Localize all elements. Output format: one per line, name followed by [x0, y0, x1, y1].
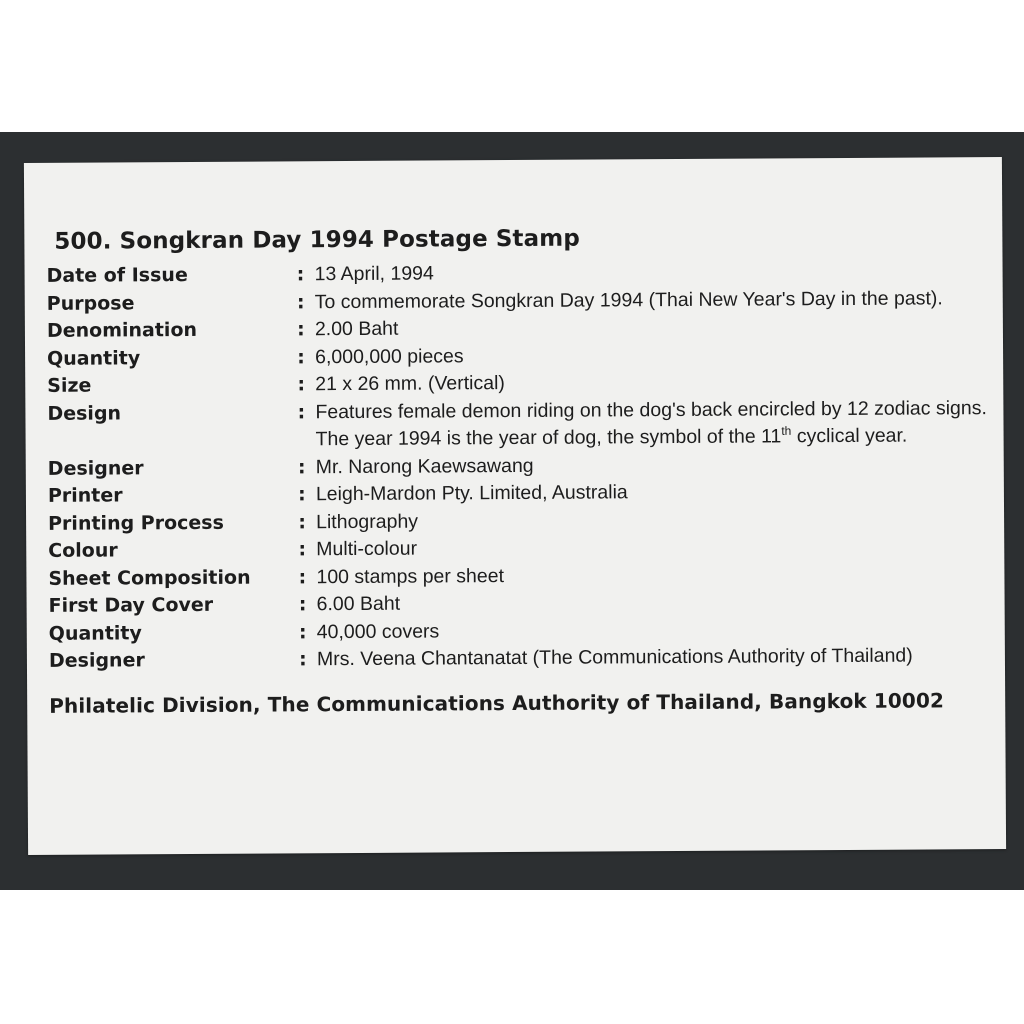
- row-colon: :: [297, 400, 306, 423]
- row-value: 6,000,000 pieces: [315, 344, 464, 368]
- row-value: 6.00 Baht: [316, 592, 401, 616]
- row-label: Purpose: [46, 291, 135, 315]
- ordinal-suffix: th: [781, 423, 792, 438]
- row-label: First Day Cover: [48, 593, 214, 617]
- row-value: Mr. Narong Kaewsawang: [315, 454, 534, 478]
- card-footer: Philatelic Division, The Communications Authority of Thailand, Bangkok 10002: [49, 687, 945, 718]
- row-colon: :: [299, 648, 307, 671]
- detail-rows: [47, 257, 996, 675]
- row-value: To commemorate Songkran Day 1994 (Thai New Year's Day in the past).: [314, 286, 943, 313]
- row-label: Designer: [47, 456, 144, 480]
- row-colon: :: [297, 455, 306, 478]
- row-colon: :: [297, 373, 306, 396]
- row-value: 13 April, 1994: [314, 262, 434, 286]
- row-value: Lithography: [316, 510, 419, 533]
- row-value: 2.00 Baht: [314, 317, 399, 341]
- card-content: [46, 223, 995, 717]
- card-title: 500. Songkran Day 1994 Postage Stamp: [54, 225, 580, 255]
- row-label: Quantity: [47, 346, 141, 370]
- row-colon: :: [298, 620, 307, 643]
- row-label: Designer: [48, 649, 145, 672]
- row-label: Quantity: [48, 621, 142, 645]
- row-design: [47, 395, 993, 456]
- row-value: 21 x 26 mm. (Vertical): [315, 372, 505, 396]
- row-colon: :: [298, 565, 307, 588]
- design-text-start: Features female demon riding on the dog's back encircled by 12 zodiac signs. The year 1994 is the year of dog, the symbol of the 11: [315, 396, 987, 451]
- row-label: Design: [47, 401, 122, 425]
- row-colon: :: [296, 263, 305, 286]
- row-colon: :: [297, 318, 305, 341]
- row-colon: :: [298, 593, 307, 616]
- design-text-end: cyclical year.: [791, 424, 908, 448]
- row-label: Size: [47, 374, 92, 397]
- row-label: Colour: [48, 539, 118, 562]
- row-label: Printing Process: [48, 511, 224, 535]
- row-value: 100 stamps per sheet: [316, 564, 505, 588]
- row-fdc-designer: [49, 642, 995, 675]
- row-value: Mrs. Veena Chantanatat (The Communications Authority of Thailand): [316, 644, 913, 671]
- row-label: Sheet Composition: [48, 566, 251, 590]
- row-colon: :: [298, 483, 306, 506]
- row-value: Leigh-Mardon Pty. Limited, Australia: [315, 481, 628, 506]
- info-card: [24, 157, 1006, 855]
- row-value: 40,000 covers: [316, 619, 440, 643]
- row-label: Printer: [47, 484, 123, 507]
- row-colon: :: [298, 510, 306, 533]
- row-colon: :: [297, 345, 305, 368]
- row-colon: :: [296, 290, 305, 313]
- row-colon: :: [298, 538, 307, 561]
- row-label: Date of Issue: [46, 263, 188, 287]
- row-value: [315, 395, 993, 454]
- row-value: Multi-colour: [316, 537, 418, 561]
- row-label: Denomination: [46, 318, 198, 342]
